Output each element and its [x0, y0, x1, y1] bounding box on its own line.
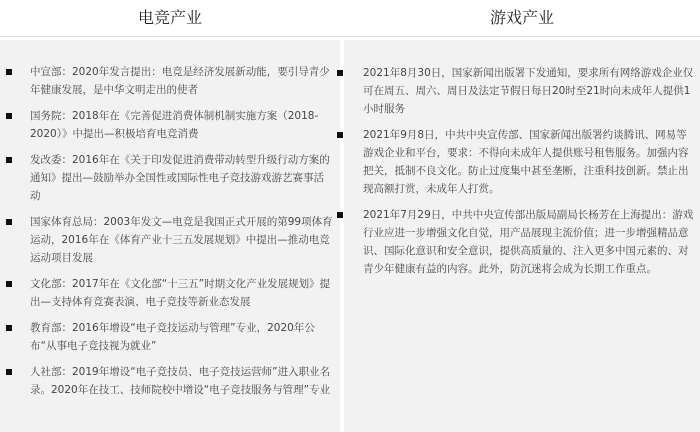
policy-text: 国家体育总局：2003年发文—电竞是我国正式开展的第99项体育运动，2016年在《体育产业十三五发展规划》中提出—推动电竞运动项目发展 — [30, 216, 333, 264]
square-bullet-icon — [337, 212, 343, 218]
list-item — [0, 213, 340, 267]
policy-text: 2021年8月30日，国家新闻出版署下发通知，要求所有网络游戏企业仅可在周五、周六、周日及法定节假日每日20时至21时向未成年人提供1小时服务 — [363, 67, 694, 115]
list-item — [0, 151, 340, 205]
esports-policy-list — [0, 40, 340, 399]
table-header — [0, 0, 700, 37]
list-item — [0, 319, 340, 355]
column-title-esports: 电竞产业 — [137, 8, 202, 27]
square-bullet-icon — [6, 69, 12, 75]
list-item — [344, 64, 700, 118]
square-bullet-icon — [6, 113, 12, 119]
gaming-policy-list — [344, 40, 700, 278]
policy-text: 发改委：2016年在《关于印发促进消费带动转型升级行动方案的通知》提出—鼓励举办全国性或国际性电子竞技游戏游艺赛事活动 — [30, 154, 330, 202]
policy-text: 2021年7月29日，中共中央宣传部出版局副局长杨芳在上海提出：游戏行业应进一步增强文化自觉，用产品展现主流价值；进一步增强精品意识、国际化意识和安全意识，提供高质量的、注入更多中国元素的、对青少年健康有益的内容。此外，防沉迷将会成为长期工作重点。 — [363, 209, 694, 275]
square-bullet-icon — [6, 219, 12, 225]
list-item — [344, 206, 700, 278]
policy-text: 中宣部：2020年发言提出：电竞是经济发展新动能，要引导青少年健康发展，是中华文明走出的使者 — [30, 66, 330, 96]
column-title-gaming: 游戏产业 — [489, 8, 554, 27]
policy-text: 文化部：2017年在《文化部“十三五”时期文化产业发展规划》提出—支持体育竞赛表演、电子竞技等新业态发展 — [30, 278, 331, 308]
policy-text: 人社部：2019年增设“电子竞技员、电子竞技运营师”进入职业名录。2020年在技工、技师院校中增设“电子竞技服务与管理”专业 — [30, 366, 331, 396]
list-item — [0, 275, 340, 311]
square-bullet-icon — [337, 70, 343, 76]
list-item — [0, 363, 340, 399]
square-bullet-icon — [337, 132, 343, 138]
square-bullet-icon — [6, 157, 12, 163]
policy-text: 2021年9月8日，中共中央宣传部、国家新闻出版署约谈腾讯、网易等游戏企业和平台，要求：不得向未成年人提供账号租售服务。加强内容把关，抵制不良文化。防止过度集中甚至垄断，注重科技创新。禁止出现高额打赏，未成年人打赏。 — [363, 129, 689, 195]
list-item — [0, 63, 340, 99]
list-item — [344, 126, 700, 198]
esports-policy-panel — [0, 40, 340, 432]
square-bullet-icon — [6, 325, 12, 331]
policy-text: 教育部：2016年增设“电子竞技运动与管理”专业，2020年公布“从事电子竞技视为就业” — [30, 322, 315, 352]
policy-text: 国务院：2018年在《完善促进消费体制机制实施方案（2018-2020）》中提出—积极培育电竞消费 — [30, 110, 319, 140]
square-bullet-icon — [6, 281, 12, 287]
square-bullet-icon — [6, 369, 12, 375]
gaming-policy-panel — [344, 40, 700, 432]
list-item — [0, 107, 340, 143]
